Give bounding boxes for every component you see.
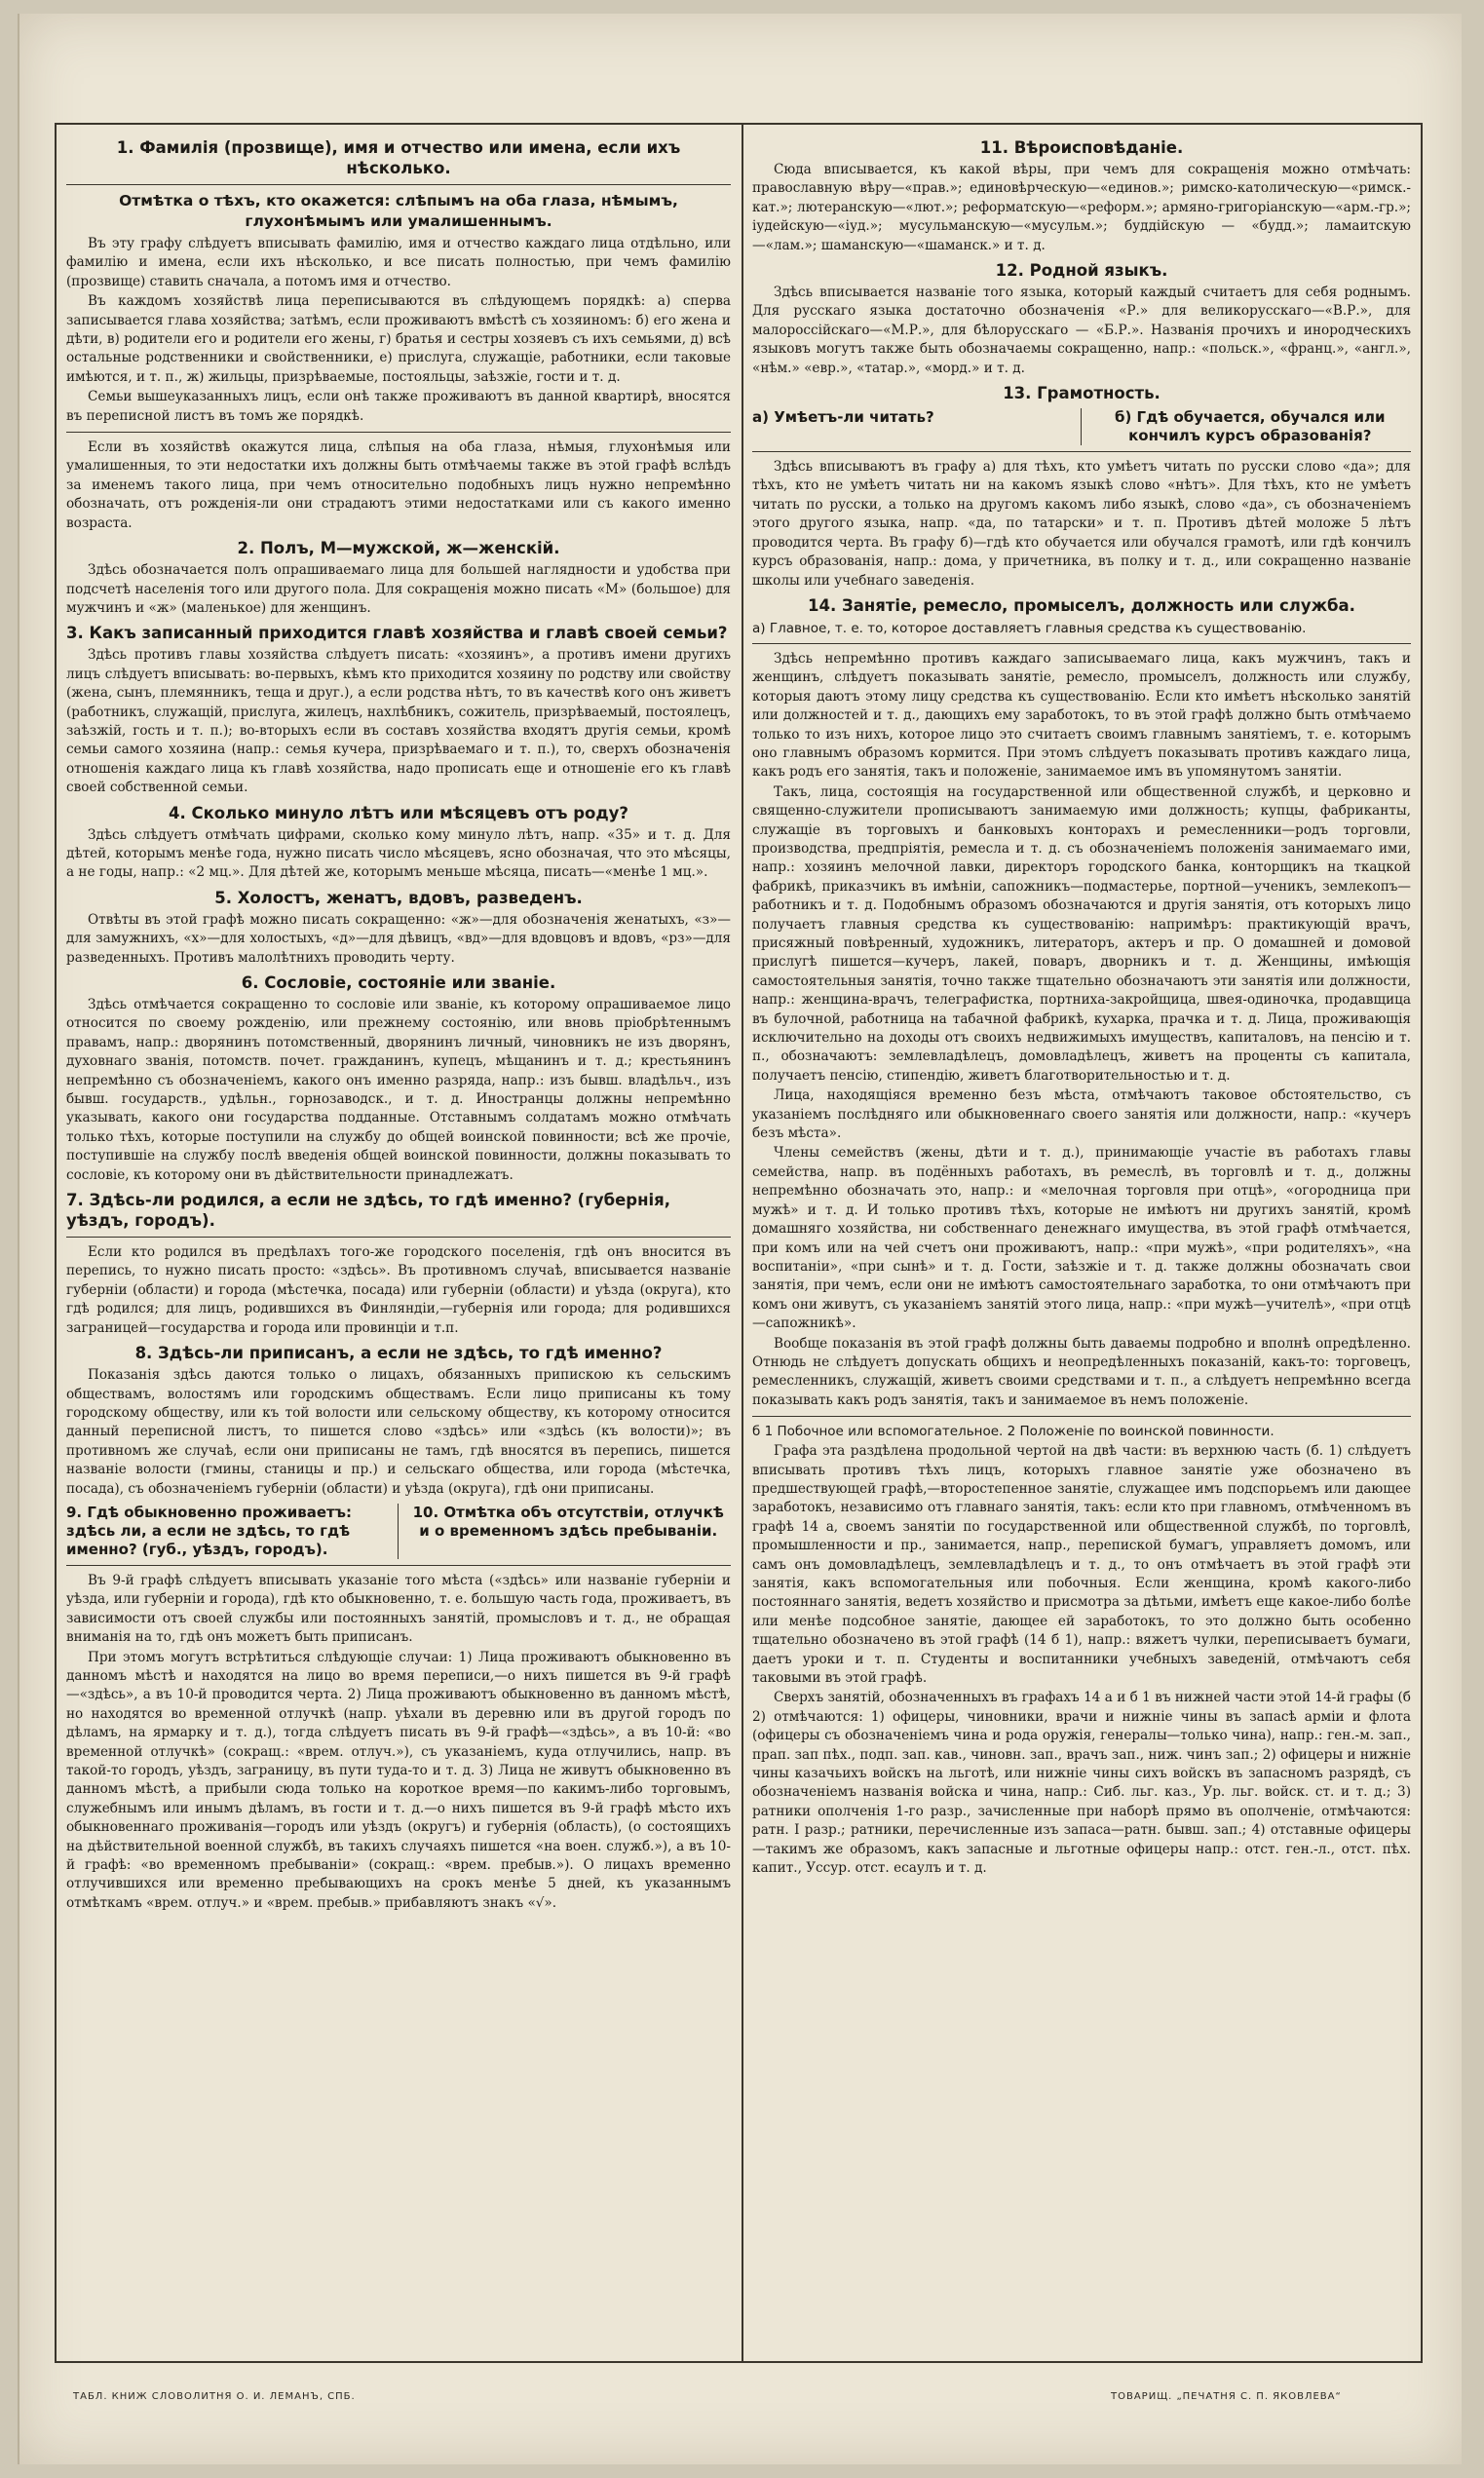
section-14-para-5: Вообще показанія въ этой графѣ должны быть даваемы подробно и вполнѣ опредѣленно. Отнюдь не слѣдуетъ допускать общихъ и неопредѣленныхъ показаній, какъ-то: торговецъ, ремесленникъ, служащій, живетъ своими средствами и т. п., а слѣдуетъ непремѣнно всегда показывать какъ родъ занятія, такъ и занимаемое въ немъ положеніе. — [752, 1335, 1411, 1408]
section-3-para-1: Здѣсь противъ главы хозяйства слѣдуетъ писать: «хозяинъ», а противъ имени другихъ лицъ слѣдуетъ вписывать: во-первыхъ, кѣмъ кто приходится хозяину по родству или свойству (жена, сынъ, племянникъ, теща и друг.), а если родства нѣтъ, то въ качествѣ кого онъ живетъ (работникъ, служащій, прислуга, жилецъ, нахлѣбникъ, сожитель, призрѣваемый, постоялецъ, заѣзжій, гость и т. п.); во-вторыхъ если въ составъ хозяйства входятъ другія семьи, кромѣ семьи самого хозяина (напр.: семья кучера, призрѣваемаго и т. п.), то, сверхъ обозначенія отношенія каждаго лица къ главѣ хозяйства, надо прописать еще и отношеніе его къ главѣ своей собственной семьи. — [66, 647, 731, 796]
section-8-title: 8. Здѣсь-ли приписанъ, а если не здѣсь, то гдѣ именно? — [134, 1344, 663, 1363]
section-14-para-3: Лица, находящіяся временно безъ мѣста, отмѣчаютъ таковое обстоятельство, съ указаніемъ послѣдняго или обыкновеннаго своего занятія или должности, напр.: «кучеръ безъ мѣста». — [752, 1087, 1411, 1142]
section-4-title: 4. Сколько минуло лѣтъ или мѣсяцевъ отъ роду? — [168, 803, 629, 822]
section-13-a: а) Умѣетъ-ли читать? — [752, 408, 1082, 445]
section-1-para-4: Если въ хозяйствѣ окажутся лица, слѣпыя на оба глаза, нѣмыя, глухонѣмыя или умалишенныя, то эти недостатки ихъ должны быть отмѣчаемы также въ этой графѣ вслѣдъ за именемъ такого лица, при чемъ относительно подобныхъ лицъ нужно непремѣнно обозначать, отъ рожденія-ли они страдаютъ этими недостатками или съ какого именно возраста. — [66, 439, 731, 531]
section-1-para-1: Въ эту графу слѣдуетъ вписывать фамилію, имя и отчество каждаго лица отдѣльно, или фамилію и имена, если ихъ нѣсколько, и все писать полностью, при чемъ фамилію (прозвище) ставить сначала, а потомъ имя и отчество. — [66, 236, 731, 289]
section-1-para-2: Въ каждомъ хозяйствѣ лица переписываются въ слѣдующемъ порядкѣ: а) сперва записывается глава хозяйства; затѣмъ, если проживаютъ вмѣстѣ съ хозяиномъ: б) его жена и дѣти, в) родители его и родители его жены, г) братья и сестры хозяевъ съ ихъ семьями, д) всѣ остальные родственники и свойственники, е) прислуга, служащіе, работники, если таковые имѣются, и т. п., ж) жильцы, призрѣваемые, постояльцы, заѣзжіе, гости и т. д. — [66, 293, 731, 385]
section-14-para-4: Члены семействъ (жены, дѣти и т. д.), принимающіе участіе въ работахъ главы семейства, напр. въ подённыхъ работахъ, въ ремеслѣ, въ торговлѣ и т. д., должны непремѣнно обозначать это, напр.: и «мелочная торговля при отцѣ», «огородница при мужѣ» и т. д. И только противъ тѣхъ, которые не имѣютъ ни другихъ занятій, кромѣ домашняго хозяйства, ни собственнаго денежнаго имущества, въ этой графѣ отмѣчается, при комъ или на чей счетъ они проживаютъ, напр.: «при мужѣ», «при родителяхъ», «на воспитаніи», «при сынѣ» и т. д. Гости, заѣзжіе и т. д. также должны обозначать свои занятія, при чемъ, если они не имѣютъ самостоятельнаго заработка, то они отмѣчаютъ при комъ они живутъ, съ указаніемъ занятій этого лица, напр.: «при мужѣ—учителѣ», «при отцѣ—сапожникѣ». — [752, 1145, 1411, 1332]
section-9-title: 9. Гдѣ обыкновенно проживаетъ: здѣсь ли, а если не здѣсь, то гдѣ именно? (губ., уѣздъ, городъ). — [66, 1504, 399, 1559]
text-frame — [55, 123, 1423, 2363]
section-10-title: 10. Отмѣтка объ отсутствіи, отлучкѣ и о временномъ здѣсь пребываніи. — [412, 1503, 724, 1540]
divider-line — [752, 451, 1411, 452]
section-14-title: 14. Занятіе, ремесло, промыселъ, должность или служба. — [808, 595, 1355, 615]
section-14-para-2: Такъ, лица, состоящія на государственной или общественной службѣ, и церковно и священно-служители прописываютъ занимаемую ими должность; купцы, фабриканты, служащіе въ торговыхъ и банковыхъ конторахъ и ремесленники—родъ торговли, производства, предпріятія, ремесла и т. д. съ обозначеніемъ положенія занимаемаго ими, напр.: хозяинъ мелочной лавки, директоръ городского банка, конторщикъ на ткацкой фабрикѣ, приказчикъ въ имѣніи, сапожникъ—подмастерье, портной—ученикъ, землекопъ—работникъ и т. д. Подобнымъ образомъ обозначаются и другія занятія, отъ которыхъ лицо получаетъ главныя средства къ существованію: напримѣръ: практикующій врачъ, присяжный повѣренный, художникъ, литераторъ, актеръ и пр. О домашней и домовой прислугѣ пишется—кучеръ, лакей, поваръ, дворникъ и т. д. Женщины, имѣющія самостоятельныя занятія, точно также тщательно обозначаютъ эти занятія или должности, напр.: женщина-врачъ, телеграфистка, портниха-закройщица, швея-одиночка, продавщица въ булочной, работница на табачной фабрикѣ, кухарка, прачка и т. д. Лица, проживающія исключительно на доходы отъ своихъ недвижимыхъ имуществъ, капиталовъ, на пенсію и т. п., обозначаютъ: землевладѣлецъ, домовладѣлецъ, живетъ на проценты съ капитала, получаетъ пенсію, стипендію, живетъ благотворительностью и т. д. — [752, 783, 1411, 1084]
section-1-note: Отмѣтка о тѣхъ, кто окажется: слѣпымъ на оба глаза, нѣмымъ, глухонѣмымъ или умалишеннымъ. — [119, 192, 678, 230]
section-13-subheaders — [752, 408, 1411, 445]
section-11-title: 11. Вѣроисповѣданіе. — [979, 138, 1184, 157]
section-1-title: 1. Фамилія (прозвище), имя и отчество или имена, если ихъ нѣсколько. — [116, 138, 681, 177]
column-divider — [742, 125, 743, 2361]
section-5-para-1: Отвѣты въ этой графѣ можно писать сокращенно: «ж»—для обозначенія женатыхъ, «з»—для замужнихъ, «х»—для холостыхъ, «д»—для дѣвицъ, «вд»—для вдовцовъ и вдовъ, «рз»—для разведенныхъ. Противъ малолѣтнихъ проводить черту. — [66, 911, 731, 966]
printer-imprint-right: ТОВАРИЩ. „ПЕЧАТНЯ С. П. ЯКОВЛЕВА“ — [1111, 2391, 1342, 2402]
section-13-b: б) Гдѣ обучается, обучался или кончилъ курсъ образованія? — [1115, 408, 1386, 445]
section-5-title: 5. Холостъ, женатъ, вдовъ, разведенъ. — [214, 888, 583, 907]
section-11-para-1: Сюда вписывается, къ какой вѣры, при чемъ для сокращенія можно отмѣчать: православную вѣру—«прав.»; единовѣрческую—«единов.»; римско-католическую—«римск.-кат.»; лютеранскую—«лют.»; реформатскую—«реформ.»; армяно-григоріанскую—«арм.-гр.»; іудейскую—«іуд.»; мусульманскую—«мусульм.»; буддійскую — «будд.»; ламаитскую—«лам.»; шаманскую—«шаманск.» и т. д. — [752, 162, 1411, 253]
section-14-subtitle-b: б 1 Побочное или вспомогательное. 2 Положеніе по воинской повинности. — [752, 1424, 1275, 1440]
section-14-subtitle-a: а) Главное, т. е. то, которое доставляетъ главныя средства къ существованію. — [752, 620, 1307, 636]
divider-line — [66, 432, 731, 433]
divider-line — [66, 184, 731, 185]
divider-line — [66, 1565, 731, 1566]
section-13-para-1: Здѣсь вписываютъ въ графу а) для тѣхъ, кто умѣетъ читать по русски слово «да»; для тѣхъ, кто не умѣетъ читать ни на какомъ языкѣ слово «нѣтъ». Для тѣхъ, кто не умѣетъ читать по русски, а только на другомъ какомъ либо языкѣ, слово «да», съ обозначеніемъ этого другого языка, напр. «да, по татарски» и т. п. Противъ дѣтей моложе 5 лѣтъ проводится черта. Въ графу б)—гдѣ кто обучается или обучался грамотѣ, или гдѣ кончилъ курсъ образованія, напр.: дома, у причетника, въ полку и т. д., или сокращенно названіе школы или учебнаго заведенія. — [752, 459, 1411, 589]
section-14-para-6: Графа эта раздѣлена продольной чертой на двѣ части: въ верхнюю часть (б. 1) слѣдуетъ вписывать противъ тѣхъ лицъ, которыхъ главное занятіе уже обозначено въ предшествующей графѣ,—второстепенное занятіе, служащее имъ подспорьемъ или дающее заработокъ, независимо отъ главнаго занятія, такъ: если кто при главномъ, отмѣченномъ въ графѣ 14 а, своемъ занятіи по государственной или общественной службѣ, по торговлѣ, промышленности и пр., занимается, напр., перепиской бумагъ, управляетъ домомъ, или самъ онъ домовладѣлецъ, землевладѣлецъ и т. д., то онъ отмѣчаетъ въ этой графѣ эти занятія, какъ вспомогательныя или побочныя. Если женщина, кромѣ какого-либо постояннаго занятія, ведетъ хозяйство и присмотра за дѣтьми, имѣетъ еще какое-либо болѣе или менѣе подсобное занятіе, дающее ей заработокъ, то это должно быть особенно тщательно обозначено въ этой графѣ (14 б 1), напр.: вяжетъ чулки, переписываетъ бумаги, даетъ уроки и т. п. Студенты и воспитанники учебныхъ заведеній, отмѣчаютъ себя таковыми въ этой графѣ. — [752, 1443, 1411, 1687]
right-column — [752, 133, 1411, 2353]
section-12-para-1: Здѣсь вписывается названіе того языка, который каждый считаетъ для себя роднымъ. Для русскаго языка достаточно обозначенія «Р.» для великорусскаго—«В.Р.», для малороссійскаго—«М.Р.», для бѣлорусскаго — «Б.Р.». Названія прочихъ и инородческихъ языковъ могутъ также быть обозначаемы сокращенно, напр.: «польск.», «франц.», «англ.», «нѣм.» «евр.», «татар.», «морд.» и т. д. — [752, 285, 1411, 376]
section-12-title: 12. Родной языкъ. — [995, 261, 1168, 281]
section-3-title: 3. Какъ записанный приходится главѣ хозяйства и главѣ своей семьи? — [66, 624, 728, 643]
section-2-para-1: Здѣсь обозначается полъ опрашиваемаго лица для большей наглядности и удобства при подсчетѣ населенія того или другого пола. Для сокращенія можно писать «М» (большое) для мужчинъ и «ж» (маленькое) для женщинъ. — [66, 562, 731, 616]
left-column — [66, 133, 731, 2353]
section-14-para-1: Здѣсь непремѣнно противъ каждаго записываемаго лица, какъ мужчинъ, такъ и женщинъ, слѣдуетъ показывать занятіе, ремесло, промыселъ, должность или службу, которыя даютъ этому лицу средства къ существованію. Если кто имѣетъ нѣсколько занятій или должностей и т. д., дающихъ ему заработокъ, то въ этой графѣ должно быть отмѣчаемо только то изъ нихъ, которое лицо это считаетъ своимъ главнымъ занятіемъ, т. е. которымъ оно главнымъ образомъ кормится. При этомъ слѣдуетъ показывать противъ каждаго лица, какъ родъ его занятія, такъ и положеніе, занимаемое имъ въ упомянутомъ занятіи. — [752, 650, 1411, 781]
divider-line — [752, 643, 1411, 644]
sections-9-10-header — [66, 1504, 731, 1559]
section-7-title: 7. Здѣсь-ли родился, а если не здѣсь, то гдѣ именно? (губернія, уѣздъ, городъ). — [66, 1191, 671, 1231]
divider-line — [752, 1416, 1411, 1417]
section-13-title: 13. Грамотность. — [1003, 384, 1161, 403]
section-4-para-1: Здѣсь слѣдуетъ отмѣчать цифрами, сколько кому минуло лѣтъ, напр. «35» и т. д. Для дѣтей, которымъ менѣе года, нужно писать число мѣсяцевъ, ясно обозначая, что это мѣсяцы, а не годы, напр.: «2 мц.». Для дѣтей же, которымъ меньше мѣсяца, писать—«менѣе 1 мц.». — [66, 826, 731, 881]
section-6-title: 6. Сословіе, состояніе или званіе. — [241, 973, 556, 992]
section-9-para-2: При этомъ могутъ встрѣтиться слѣдующіе случаи: 1) Лица проживаютъ обыкновенно въ данномъ мѣстѣ и находятся на лицо во время переписи,—о нихъ пишется въ 9-й графѣ—«здѣсь», а въ 10-й проводится черта. 2) Лица проживаютъ обыкновенно въ данномъ мѣстѣ, но находятся во временной отлучкѣ (напр. уѣхали въ деревню или въ другой городъ по дѣламъ, на ярмарку и т. д.), тогда слѣдуетъ писать въ 9-й графѣ—«здѣсь», а въ 10-й: «во временной отлучкѣ» (сокращ.: «врем. отлуч.»), съ указаніемъ, куда отлучились, напр. въ такой-то городъ, уѣздъ, заграницу, въ пути туда-то и т. д. 3) Лица не живутъ обыкновенно въ данномъ мѣстѣ, а прибыли сюда только на короткое время—по какимъ-либо торговымъ, служебнымъ или инымъ дѣламъ, въ гости и т. д.—о нихъ пишется въ 9-й графѣ мѣсто ихъ обыкновеннаго проживанія—городъ или уѣздъ (округъ) и губернія (область), (о состоящихъ на дѣйствительной военной службѣ, въ такихъ случаяхъ пишется «на воен. служб.»), а въ 10-й графѣ: «во временномъ пребываніи» (сокращ.: «врем. пребыв.»). О лицахъ временно отлучившихся или временно пребывающихъ на срокъ менѣе 5 дней, къ указаннымъ отмѣткамъ «врем. отлуч.» и «врем. пребыв.» прибавляютъ знакъ «√». — [66, 1649, 731, 1911]
section-14-para-7: Сверхъ занятій, обозначенныхъ въ графахъ 14 а и б 1 въ нижней части этой 14-й графы (б 2) отмѣчаются: 1) офицеры, чиновники, врачи и нижніе чины въ запасѣ арміи и флота (офицеры съ обозначеніемъ чина и рода оружія, генералы—только чина), напр.: ген.-м. зап., прап. зап пѣх., подп. зап. кав., чиновн. зап., врачъ зап., ниж. чинъ зап.; 2) офицеры и нижніе чины казачьихъ войскъ на льготѣ, или нижніе чины сихъ войскъ въ запасномъ разрядѣ, съ обозначеніемъ названія войска и чина, напр.: Сиб. льг. каз., Ур. льг. войск. ст. и т. д.; 3) ратники ополченія 1-го разр., зачисленные при наборѣ прямо въ ополченіе, отмѣчаются: ратн. I разр.; ратники, перечисленные изъ запаса—ратн. бывш. зап.; 4) отставные офицеры—такимъ же образомъ, какъ запасные и льготные офицеры напр.: отст. ген.-л., отст. пѣх. капит., Уссур. отст. есаулъ и т. д. — [752, 1690, 1411, 1877]
census-instruction-sheet — [18, 14, 1462, 2464]
section-9-para-1: Въ 9-й графѣ слѣдуетъ вписывать указаніе того мѣста («здѣсь» или названіе губерніи и уѣзда, или губерніи и города), гдѣ кто обыкновенно, т. е. большую часть года, проживаетъ, въ зависимости отъ своей службы или постоянныхъ занятій, промысловъ и т. д., не обращая вниманія на то, гдѣ онъ можетъ быть приписанъ. — [66, 1572, 731, 1646]
section-7-para-1: Если кто родился въ предѣлахъ того-же городского поселенія, гдѣ онъ вносится въ перепись, то нужно писать просто: «здѣсь». Въ противномъ случаѣ, вписывается названіе губерніи (области) и города (мѣстечка, посада) или губерніи (области) и уѣзда (округа), кто гдѣ родился; для лицъ, родившихся въ Финляндіи,—губернія или города; для родившихся заграницей—государства и города или провинціи и т.п. — [66, 1244, 731, 1336]
section-6-para-1: Здѣсь отмѣчается сокращенно то сословіе или званіе, къ которому опрашиваемое лицо относится по своему рожденію, или прежнему состоянію, или вновь пріобрѣтеннымъ правамъ, напр.: дворянинъ потомственный, дворянинъ личный, чиновникъ не изъ дворянъ, духовнаго званія, потомств. почет. гражданинъ, купецъ, мѣщанинъ и т. д.; крестьянинъ непремѣнно съ обозначеніемъ, какого онъ именно разряда, напр.: изъ бывш. владѣльч., изъ бывш. государств., удѣльн., горнозаводск., и т. д. Иностранцы должны непремѣнно указывать, какого они государства подданные. Отставнымъ солдатамъ можно отмѣчать только тѣхъ, которые поступили на службу до общей воинской повинности; всѣ же прочіе, поступившіе на службу послѣ введенія общей воинской повинности, должны показывать то сословіе, къ которому они въ дѣйствительности принадлежатъ. — [66, 997, 731, 1183]
section-8-para-1: Показанія здѣсь даются только о лицахъ, обязанныхъ припискою къ сельскимъ обществамъ, волостямъ или городскимъ обществамъ. Если лицо приписаны къ тому городскому обществу, или къ той волости или сельскому обществу, къ которому относится данный переписной листъ, то пишется слово «здѣсь» или «здѣсь (къ волости)»; въ противномъ же случаѣ, если они приписаны не тамъ, гдѣ вносятся въ перепись, пишется названіе волости (гмины, станицы и пр.) и сельскаго общества, или города (мѣстечка, посада), съ обозначеніемъ губерніи (области) и уѣзда (округа), гдѣ они приписаны. — [66, 1367, 731, 1497]
section-2-title: 2. Полъ, М—мужской, ж—женскій. — [237, 539, 560, 558]
section-1-para-3: Семьи вышеуказанныхъ лицъ, если онѣ также проживаютъ въ данной квартирѣ, вносятся въ переписной листъ въ томъ же порядкѣ. — [66, 389, 731, 424]
printer-imprint-left: ТАБЛ. КНИЖ СЛОВОЛИТНЯ О. И. ЛЕМАНЪ, СПБ. — [73, 2391, 356, 2402]
divider-line — [66, 1237, 731, 1238]
